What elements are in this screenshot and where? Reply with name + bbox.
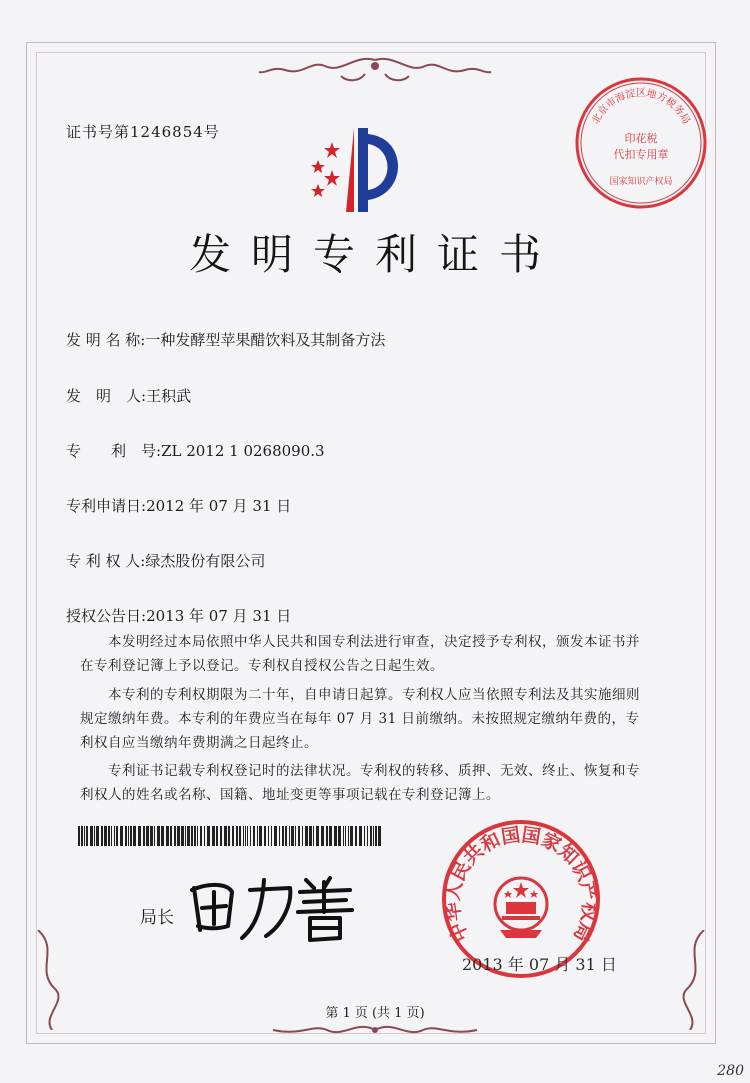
field-patentee — [66, 550, 265, 571]
barcode-bar — [125, 826, 127, 846]
barcode-bar — [285, 826, 287, 846]
barcode-bar — [309, 826, 312, 846]
field-value: 一种发酵型苹果醋饮料及其制备方法 — [145, 331, 386, 349]
barcode-bar — [228, 826, 230, 846]
barcode-bar — [291, 826, 294, 846]
barcode-bar — [94, 826, 95, 846]
field-value: 绿杰股份有限公司 — [145, 552, 266, 570]
barcode-bar — [289, 826, 290, 846]
barcode-bar — [302, 826, 303, 846]
barcode-bar — [81, 826, 83, 846]
director-title: 局长 — [140, 908, 174, 928]
barcode-bar — [239, 826, 241, 846]
barcode-bar — [298, 826, 300, 846]
barcode-bar — [128, 826, 129, 846]
tax-seal-outer-text: 北京市海淀区地方税务局 — [590, 88, 692, 127]
field-value: 王积武 — [146, 387, 192, 405]
field-value: 2013 年 07 月 31 日 — [146, 607, 292, 625]
barcode-bar — [154, 826, 155, 846]
barcode-bar — [101, 826, 103, 846]
barcode-bar — [157, 826, 160, 846]
national-seal-text: 中华人民共和国国家知识产权局 — [441, 824, 601, 946]
barcode-bar — [259, 826, 262, 846]
barcode-bar — [247, 826, 248, 846]
field-inventor — [66, 385, 191, 406]
barcode-bar — [364, 826, 365, 846]
barcode-bar — [345, 826, 346, 846]
director-signature — [180, 868, 370, 948]
barcode-bar — [78, 826, 80, 846]
barcode-bar — [378, 826, 381, 846]
field-grant-date — [66, 605, 291, 626]
barcode-bar — [257, 826, 258, 846]
field-patent-number — [66, 440, 325, 461]
barcode-bar — [316, 826, 319, 846]
barcode-bar — [375, 826, 377, 846]
paragraph-grant-statement: 本发明经过本局依照中华人民共和国专利法进行审查，决定授予专利权，颁发本证书并在专利登记簿上予以登记。专利权自授权公告之日起生效。 — [80, 634, 640, 674]
paragraph-term-fees: 本专利的专利权期限为二十年，自申请日起算。专利权人应当依照专利法及其实施细则规定缴纳年费。本专利的年费应当在每年 07 月 31 日前缴纳。未按照规定缴纳年费的，专利权自应当缴纳年费期满之日起终止。 — [80, 687, 640, 751]
barcode-bar — [224, 826, 227, 846]
field-label: 专 利 号: — [66, 442, 162, 460]
barcode-bar — [370, 826, 372, 846]
field-label: 专 利 权 人: — [66, 552, 146, 570]
certificate-number: 证书号第1246854号 — [66, 123, 220, 141]
barcode-bar — [146, 826, 149, 846]
barcode-bar — [334, 826, 337, 846]
barcode-bar — [373, 826, 374, 846]
barcode-bar — [194, 826, 196, 846]
barcode-bar — [143, 826, 145, 846]
barcode-bar — [274, 826, 277, 846]
barcode-bar — [90, 826, 93, 846]
barcode-bar — [84, 826, 85, 846]
barcode-bar — [212, 826, 215, 846]
barcode-bar — [313, 826, 314, 846]
field-label: 发 明 人: — [66, 387, 147, 405]
barcode-bar — [232, 826, 234, 846]
barcode-bar — [236, 826, 238, 846]
tax-stamp-seal — [572, 74, 710, 212]
field-label: 发 明 名 称: — [66, 331, 146, 349]
page-number: 第 1 页 (共 1 页) — [325, 1006, 425, 1021]
barcode-bar — [295, 826, 296, 846]
barcode-bar — [133, 826, 136, 846]
barcode-bar — [271, 826, 272, 846]
certificate-title: 发明专利证书 — [188, 230, 561, 279]
barcode-bar — [326, 826, 328, 846]
barcode-bar — [130, 826, 132, 846]
barcode-bar — [108, 826, 110, 846]
barcode-bar — [170, 826, 172, 846]
barcode-bar — [191, 826, 193, 846]
barcode-bar — [204, 826, 205, 846]
barcode-bar — [185, 826, 186, 846]
barcode-bar — [138, 826, 141, 846]
barcode-bar — [355, 826, 357, 846]
barcode-bar — [86, 826, 88, 846]
barcode-bar — [243, 826, 244, 846]
barcode-bar — [321, 826, 324, 846]
barcode-bar — [104, 826, 107, 846]
barcode-bar — [216, 826, 218, 846]
barcode-bar — [245, 826, 246, 846]
barcode-bar — [150, 826, 153, 846]
tax-seal-bottom-text: 国家知识产权局 — [609, 177, 673, 187]
field-application-date — [66, 495, 291, 516]
barcode-bar — [114, 826, 115, 846]
patent-office-emblem — [296, 120, 416, 220]
barcode-bar — [174, 826, 176, 846]
barcode — [78, 826, 382, 846]
barcode-bar — [250, 826, 251, 846]
paragraph-legal-status: 专利证书记载专利权登记时的法律状况。专利权的转移、质押、无效、终止、恢复和专利权人的姓名或名称、国籍、地址变更等事项记载在专利登记簿上。 — [80, 763, 640, 803]
barcode-bar — [268, 826, 269, 846]
barcode-bar — [350, 826, 353, 846]
barcode-bar — [96, 826, 99, 846]
barcode-bar — [111, 826, 112, 846]
field-value: ZL 2012 1 0268090.3 — [161, 442, 325, 460]
barcode-bar — [177, 826, 180, 846]
handwritten-corner-mark: 280 — [717, 1063, 744, 1079]
barcode-bar — [181, 826, 184, 846]
barcode-bar — [220, 826, 222, 846]
seal-date: 2013 年 07 月 31 日 — [462, 955, 617, 974]
barcode-bar — [207, 826, 210, 846]
barcode-bar — [348, 826, 349, 846]
barcode-bar — [282, 826, 284, 846]
barcode-bar — [197, 826, 198, 846]
field-label: 授权公告日: — [66, 607, 147, 625]
field-value: 2012 年 07 月 31 日 — [146, 497, 292, 515]
barcode-bar — [329, 826, 332, 846]
barcode-bar — [120, 826, 123, 846]
barcode-bar — [359, 826, 362, 846]
barcode-bar — [343, 826, 344, 846]
barcode-bar — [279, 826, 280, 846]
barcode-bar — [166, 826, 169, 846]
tax-seal-line1: 印花税 — [624, 132, 658, 145]
field-label: 专利申请日: — [66, 497, 147, 515]
barcode-bar — [116, 826, 118, 846]
barcode-bar — [200, 826, 202, 846]
national-emblem — [495, 878, 547, 938]
barcode-bar — [367, 826, 368, 846]
top-ornament — [255, 52, 495, 88]
barcode-bar — [161, 826, 164, 846]
barcode-bar — [305, 826, 308, 846]
barcode-bar — [187, 826, 190, 846]
tax-seal-line2: 代扣专用章 — [613, 148, 669, 161]
barcode-bar — [253, 826, 255, 846]
field-invention-name — [66, 329, 385, 350]
barcode-bar — [338, 826, 341, 846]
barcode-bar — [264, 826, 266, 846]
svg-text:北京市海淀区地方税务局 — [590, 86, 693, 126]
